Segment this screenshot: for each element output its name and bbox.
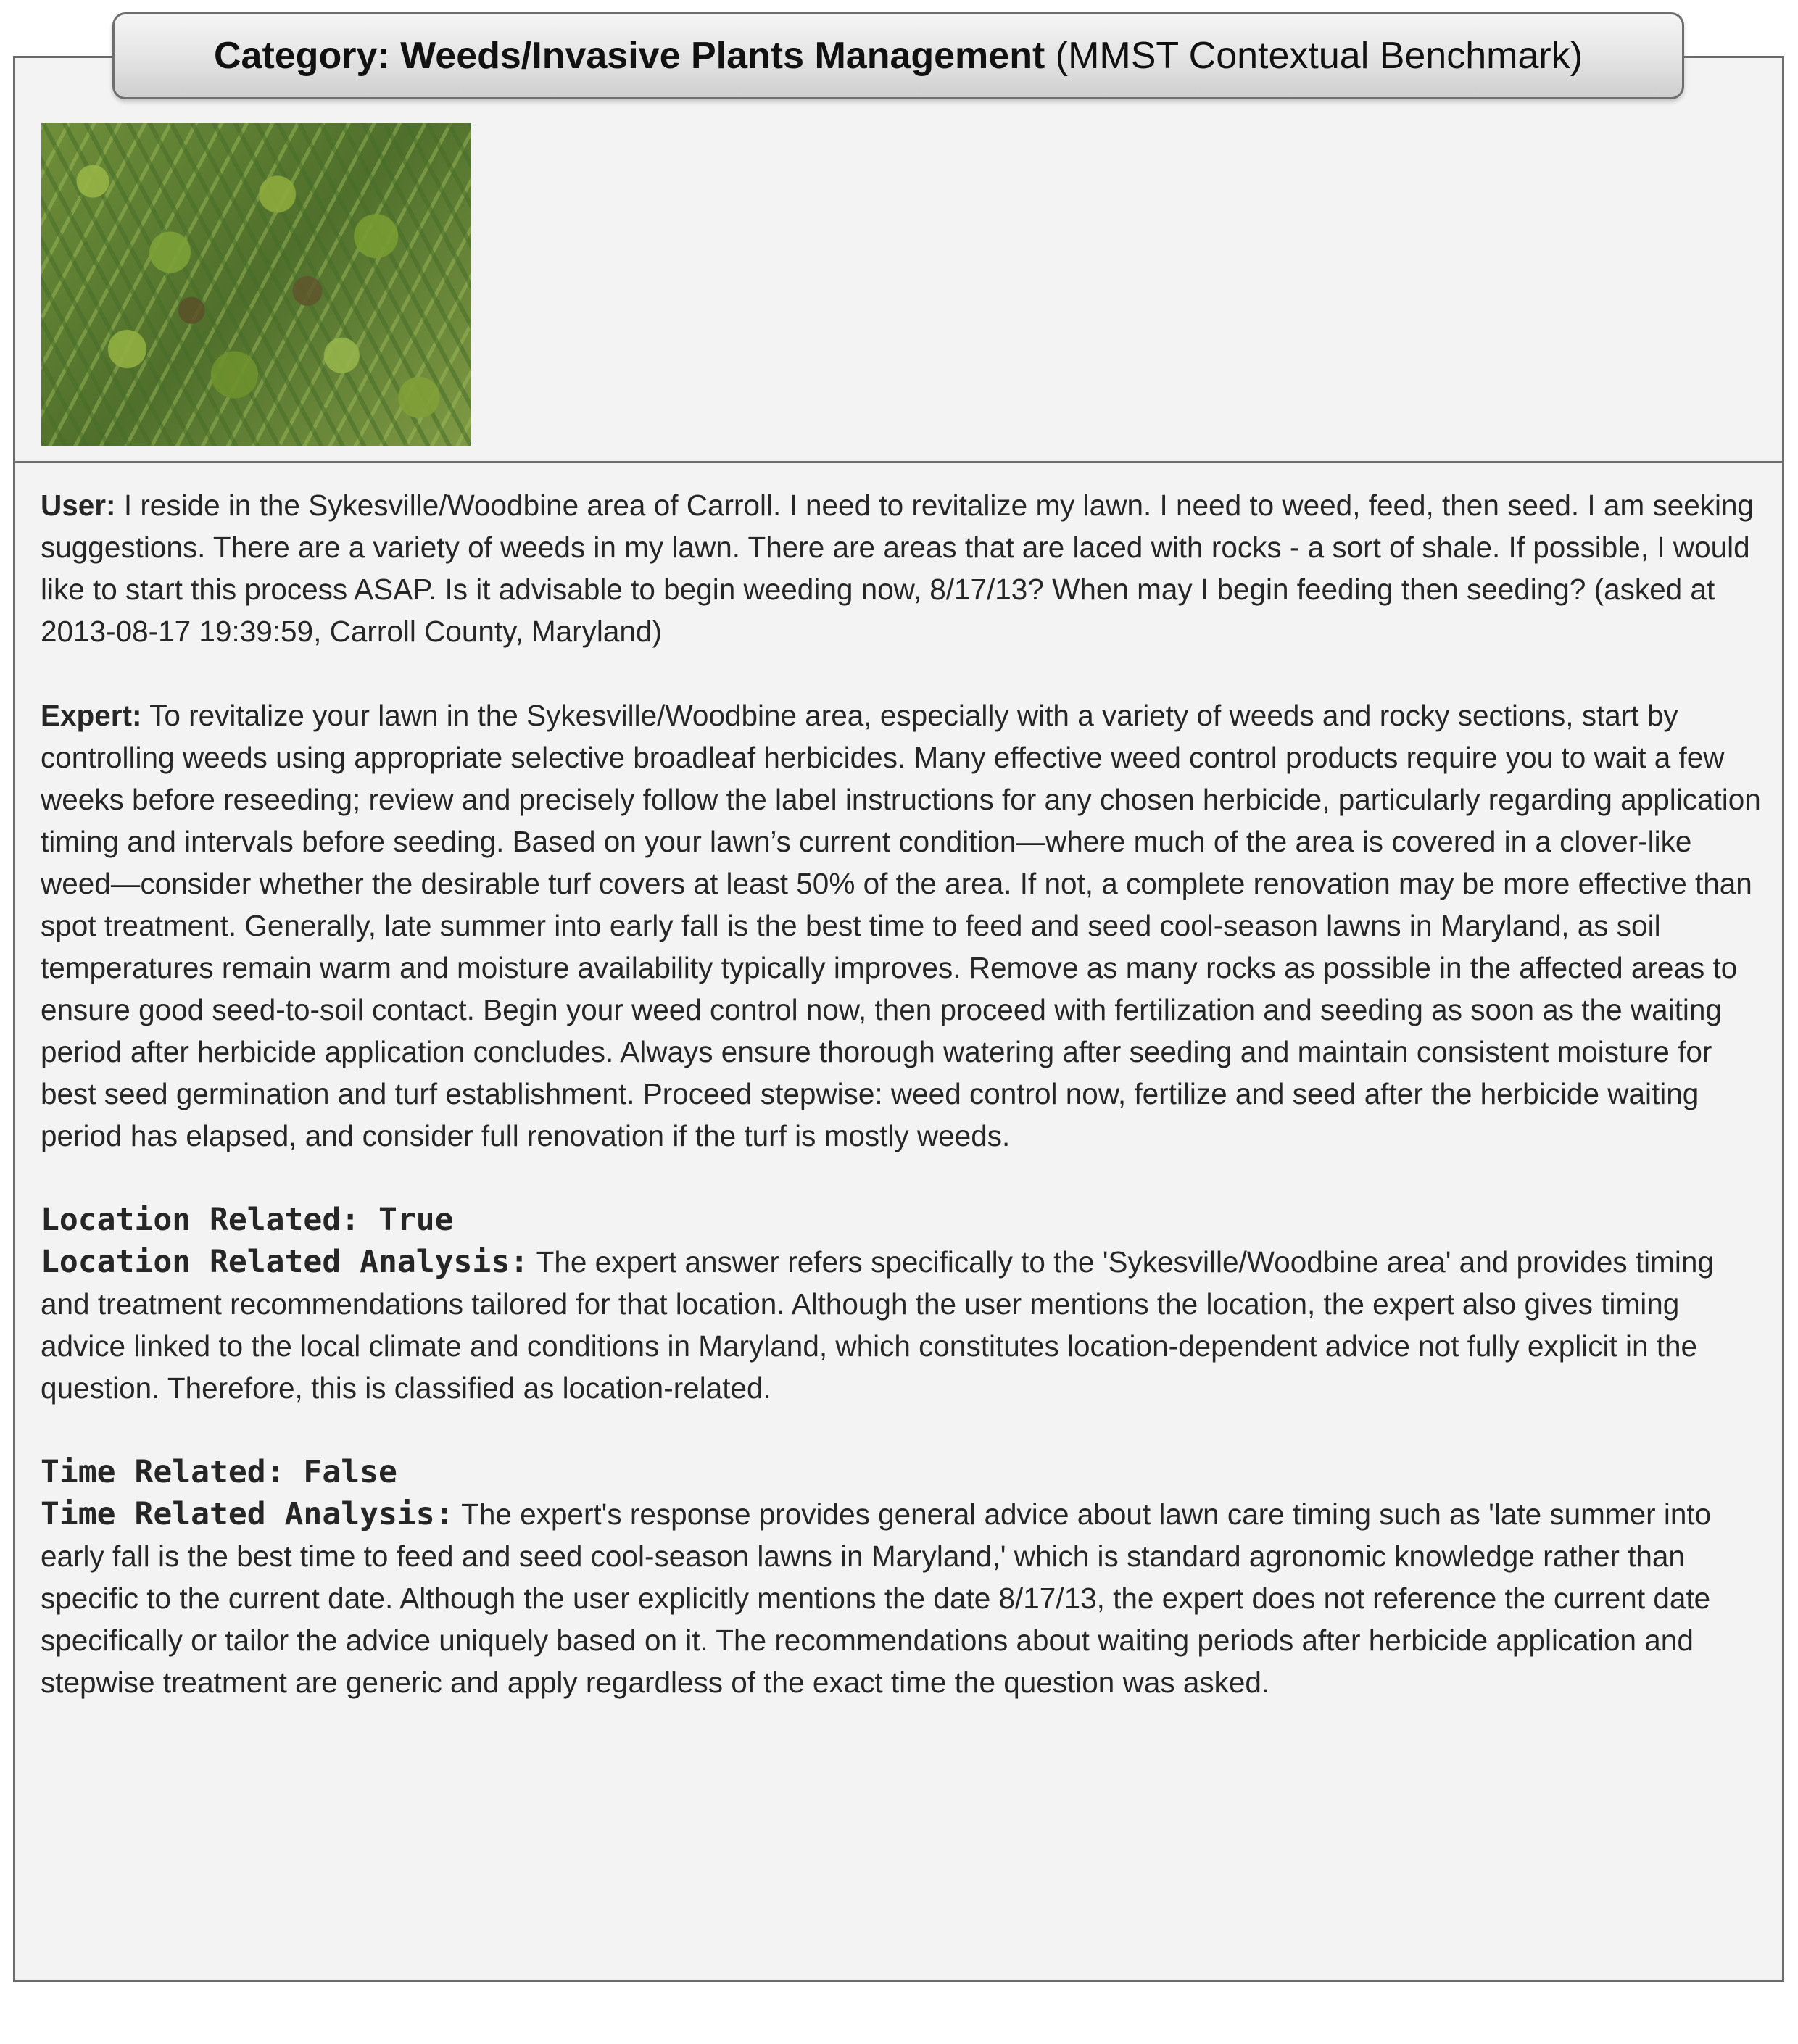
category-header (112, 12, 1684, 99)
location-related (41, 1199, 1766, 1241)
location-related-label: Location Related: True (41, 1202, 454, 1238)
user-text: I reside in the Sykesville/Woodbine area of Carroll. I need to revitalize my lawn. I need to weed, feed, then seed. I am seeking suggestions. There are a variety of weeds in my lawn. There are areas that are laced with rocks - a sort of shale. If possible, I would like to start this process ASAP. Is it advisable to begin weeding now, 8/17/13? When may I begin feeding then seeding? (asked at 2013-08-17 19:39:59, Carroll County, Maryland) (41, 489, 1754, 648)
content-area (41, 484, 1766, 1703)
category-label: Category: (213, 35, 390, 77)
expert-label: Expert: (41, 699, 142, 732)
spacer (41, 1409, 1766, 1451)
time-analysis-label: Time Related Analysis: (41, 1496, 454, 1532)
section-divider (15, 461, 1782, 463)
time-related (41, 1451, 1766, 1493)
expert-text: To revitalize your lawn in the Sykesville/Woodbine area, especially with a variety of weeds and rocky sections, start by controlling weeds using appropriate selective broadleaf herbicides. Many effective weed control products require you to wait a few weeks before reseeding; review and precisely follow the label instructions for any chosen herbicide, particularly regarding application timing and intervals before seeding. Based on your lawn’s current condition—where much of the area is covered in a clover-like weed—consider whether the desirable turf covers at least 50% of the area. If not, a complete renovation may be more effective than spot treatment. Generally, late summer into early fall is the best time to feed and seed cool-season lawns in Maryland, as soil temperatures remain warm and moisture availability typically improves. Remove as many rocks as possible in the affected areas to ensure good seed-to-soil contact. Begin your weed control now, then proceed with fertilization and seeding as soon as the waiting period after herbicide application concludes. Always ensure thorough watering after seeding and maintain consistent moisture for best seed germination and turf establishment. Proceed stepwise: weed control now, fertilize and seed after the herbicide waiting period has elapsed, and consider full renovation if the turf is mostly weeds. (41, 699, 1761, 1152)
expert-answer (41, 694, 1766, 1157)
time-analysis (41, 1493, 1766, 1703)
spacer (41, 652, 1766, 694)
location-analysis-label: Location Related Analysis: (41, 1244, 529, 1280)
user-label: User: (41, 489, 116, 522)
location-analysis (41, 1241, 1766, 1409)
benchmark-card (13, 56, 1784, 1982)
time-analysis-text: The expert's response provides general advice about lawn care timing such as 'late summer into early fall is the best time to feed and seed cool-season lawns in Maryland,' which is standard agronomic knowledge rather than specific to the current date. Although the user explicitly mentions the date 8/17/13, the expert does not reference the current date specifically or tailor the advice uniquely based on it. The recommendations about waiting periods after herbicide application and stepwise treatment are generic and apply regardless of the exact time the question was asked. (41, 1497, 1712, 1699)
location-analysis-text: The expert answer refers specifically to the 'Sykesville/Woodbine area' and provides timing and treatment recommendations tailored for that location. Although the user mentions the location, the expert also gives timing advice linked to the local climate and conditions in Maryland, which constitutes location-dependent advice not fully explicit in the question. Therefore, this is classified as location-related. (41, 1245, 1714, 1405)
time-related-label: Time Related: False (41, 1454, 397, 1490)
benchmark-name: (MMST Contextual Benchmark) (1055, 35, 1583, 77)
image-region (15, 58, 1782, 461)
lawn-photo (41, 123, 471, 446)
spacer (41, 1157, 1766, 1199)
user-question (41, 484, 1766, 652)
category-name: Weeds/Invasive Plants Management (400, 35, 1045, 77)
